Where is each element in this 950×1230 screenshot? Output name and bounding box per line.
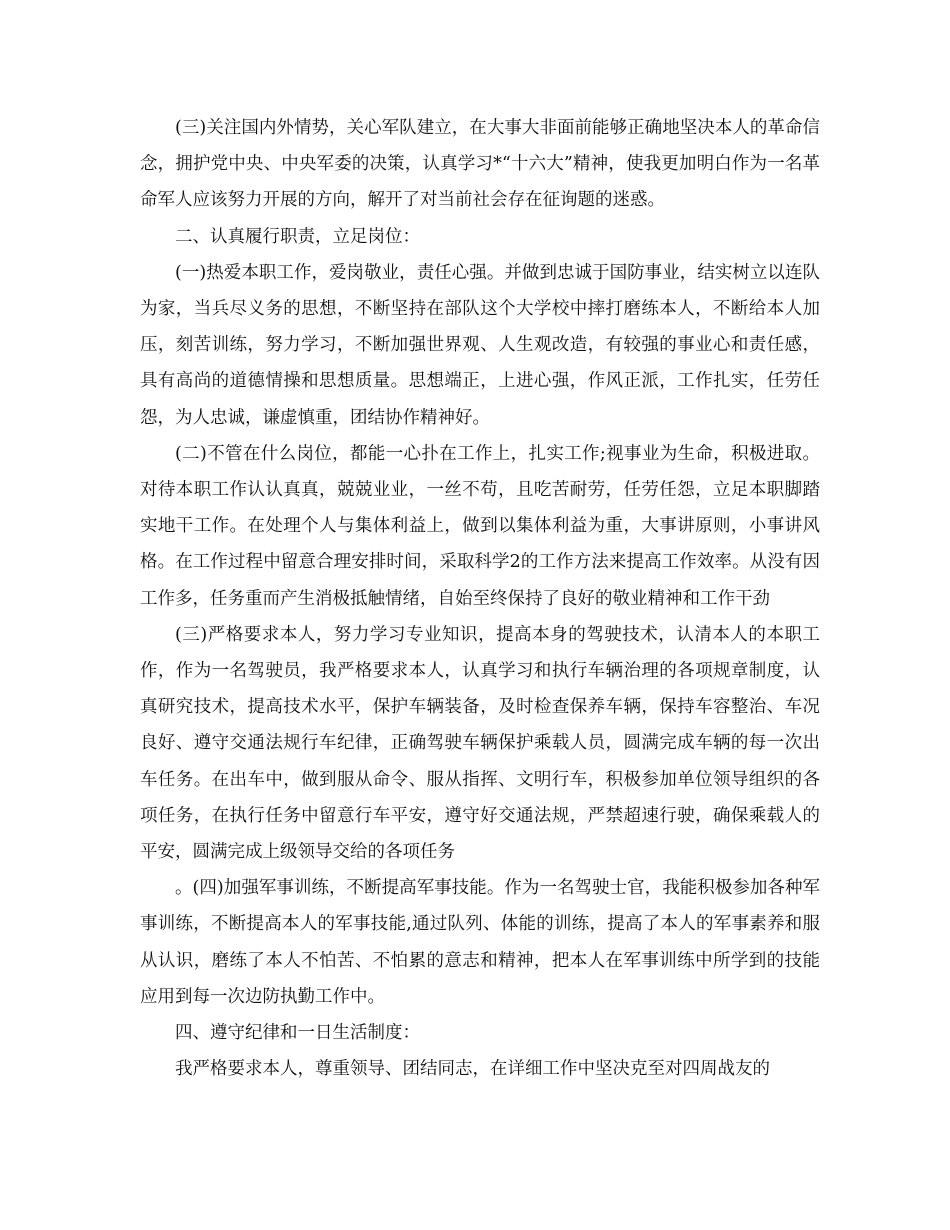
heading-duties: 二、认真履行职责，立足岗位： xyxy=(175,226,420,247)
heading-discipline: 四、遵守纪律和一日生活制度： xyxy=(175,1023,420,1044)
paragraph-discipline-intro: 我严格要求本人，尊重领导、团结同志，在详细工作中坚决克至对四周战友的 xyxy=(175,1059,770,1080)
paragraph-dedication: (一)热爱本职工作，爱岗敬业，责任心强。并做到忠诚于国防事业，结实树立以连队为家，当兵尽义务的思想，不断坚持在部队这个大学校中摔打磨练本人，不断给本人加压，刻苦训练，努力学习，不断加强世界观、人生观改造，有较强的事业心和责任感，具有高尚的道德情操和思想质量。思想端正，上进心强，作风正派，工作扎实，任劳任怨，为人忠诚，谦虚慎重，团结协作精神好。 xyxy=(140,262,820,428)
paragraph-military-training: 。(四)加强军事训练，不断提高军事技能。作为一名驾驶士官，我能积极参加各种军事训练，不断提高本人的军事技能,通过队列、体能的训练，提高了本人的军事素养和服从认识，磨练了本人不怕苦、不怕累的意志和精神，把本人在军事训练中所学到的技能应用到每一次边防执勤工作中。 xyxy=(140,878,820,1007)
document-page xyxy=(140,110,820,1087)
paragraph-current-affairs: (三)关注国内外情势，关心军队建立，在大事大非面前能够正确地坚决本人的革命信念，拥护党中央、中央军委的决策，认真学习*“十六大”精神，使我更加明白作为一名革命军人应该努力开展的方向，解开了对当前社会存在征询题的迷惑。 xyxy=(140,118,820,211)
paragraph-driver-skills: (三)严格要求本人，努力学习专业知识，提高本身的驾驶技术，认清本人的本职工作，作为一名驾驶员，我严格要求本人，认真学习和执行车辆治理的各项规章制度，认真研究技术，提高技术水平，保护车辆装备，及时检查保养车辆，保持车容整治、车况良好、遵守交通法规行车纪律，正确驾驶车辆保护乘载人员，圆满完成车辆的每一次出车任务。在出车中，做到服从命令、服从指挥、文明行车，积极参加单位领导组织的各项任务，在执行任务中留意行车平安，遵守好交通法规，严禁超速行驶，确保乘载人的平安，圆满完成上级领导交给的各项任务 xyxy=(140,624,820,863)
paragraph-work-attitude: (二)不管在什么岗位，都能一心扑在工作上，扎实工作;视事业为生命，积极进取。对待本职工作认认真真，兢兢业业，一丝不苟，且吃苦耐劳，任劳任怨，立足本职脚踏实地干工作。在处理个人与集体利益上，做到以集体利益为重，大事讲原则，小事讲风格。在工作过程中留意合理安排时间，采取科学2的工作方法来提高工作效率。从没有因工作多，任务重而产生消极抵触情绪，自始至终保持了良好的敬业精神和工作干劲 xyxy=(140,443,820,609)
